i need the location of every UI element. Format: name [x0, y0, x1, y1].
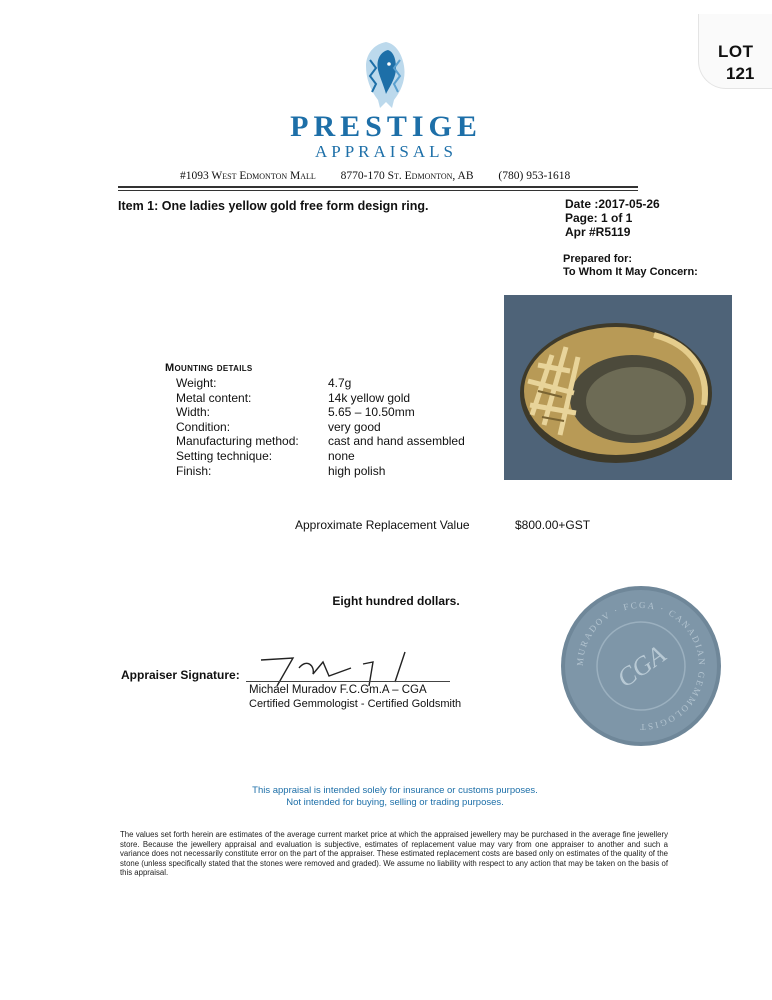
- row-label: Metal content:: [176, 390, 252, 405]
- table-row: [176, 405, 465, 420]
- table-row: [176, 449, 465, 464]
- replacement-value: $800.00+GST: [515, 518, 591, 532]
- prepared-for-value: To Whom It May Concern:: [563, 266, 698, 278]
- row-value: none: [328, 448, 355, 463]
- lot-label: LOT: [718, 42, 754, 61]
- page-number: Page: 1 of 1: [565, 211, 633, 225]
- seal-center-text: CGA: [611, 639, 671, 694]
- appraiser-title: Certified Gemmologist - Certified Goldsmith: [249, 698, 462, 710]
- row-value: 4.7g: [328, 376, 352, 390]
- header-rule: [118, 186, 638, 188]
- lot-number: 121: [726, 64, 755, 83]
- row-value: 14k yellow gold: [328, 390, 411, 405]
- mounting-details-heading: Mounting details: [165, 362, 253, 374]
- value-in-words: Eight hundred dollars.: [332, 594, 460, 608]
- row-value: high polish: [328, 463, 386, 478]
- company-address: [180, 170, 592, 182]
- header-rule-thin: [118, 190, 638, 191]
- row-label: Finish:: [176, 463, 212, 478]
- row-label: Condition:: [176, 419, 231, 434]
- address-street: 8770-170 St. Edmonton, AB: [340, 170, 474, 182]
- appraisal-number: Apr #R5119: [565, 225, 631, 239]
- row-label: Width:: [176, 405, 211, 420]
- lion-head-icon: [356, 38, 414, 110]
- table-row: [176, 420, 465, 435]
- company-name: PRESTIGE: [290, 110, 482, 143]
- table-row: [176, 391, 465, 406]
- replacement-value-label: Approximate Replacement Value: [295, 518, 470, 532]
- disclaimer-text: The values set forth herein are estimates of the average current market price at which the appraised jewellery may be purchased in the average fine jewellery store. Because the jewellery appraisal and evaluation is subjective, estimates of replacement value may vary from one appraiser to another and such a variance does not necessarily constitute error on the part of the appraiser. These estimated replacement costs are based only on estimates of the quality of the stone (unless specifically stated that the stones were removed and graded). We assume no liability with respect to any action that may be taken on the basis of this appraisal.: [120, 830, 668, 878]
- row-value: 5.65 – 10.50mm: [328, 405, 415, 420]
- embossed-seal: [560, 585, 722, 747]
- signature-line: [246, 681, 450, 682]
- company-subtitle: APPRAISALS: [314, 142, 458, 161]
- row-label: Weight:: [176, 376, 217, 390]
- signature-label: Appraiser Signature:: [121, 668, 240, 682]
- item-description: Item 1: One ladies yellow gold free form design ring.: [118, 199, 429, 213]
- table-row: [176, 434, 465, 449]
- seal-ring-text: MURADOV · FCGA · CANADIAN GEMMOLOGIST: [574, 599, 708, 733]
- mounting-details-table: [176, 376, 465, 478]
- purpose-notice-2: Not intended for buying, selling or trading purposes.: [286, 797, 504, 808]
- row-label: Manufacturing method:: [176, 434, 299, 449]
- table-row: [176, 464, 465, 479]
- appraiser-name: Michael Muradov F.C.Gm.A – CGA: [249, 684, 427, 696]
- address-phone: (780) 953-1618: [498, 170, 571, 182]
- purpose-notice: This appraisal is intended solely for insurance or customs purposes.: [252, 785, 538, 796]
- row-label: Setting technique:: [176, 448, 273, 463]
- row-value: cast and hand assembled: [328, 434, 465, 449]
- appraisal-date: Date :2017-05-26: [565, 197, 660, 211]
- address-mall: #1093 West Edmonton Mall: [180, 170, 316, 182]
- row-value: very good: [328, 419, 381, 434]
- ring-photo: [504, 295, 732, 480]
- table-row: [176, 376, 465, 391]
- prepared-for-label: Prepared for:: [563, 253, 633, 265]
